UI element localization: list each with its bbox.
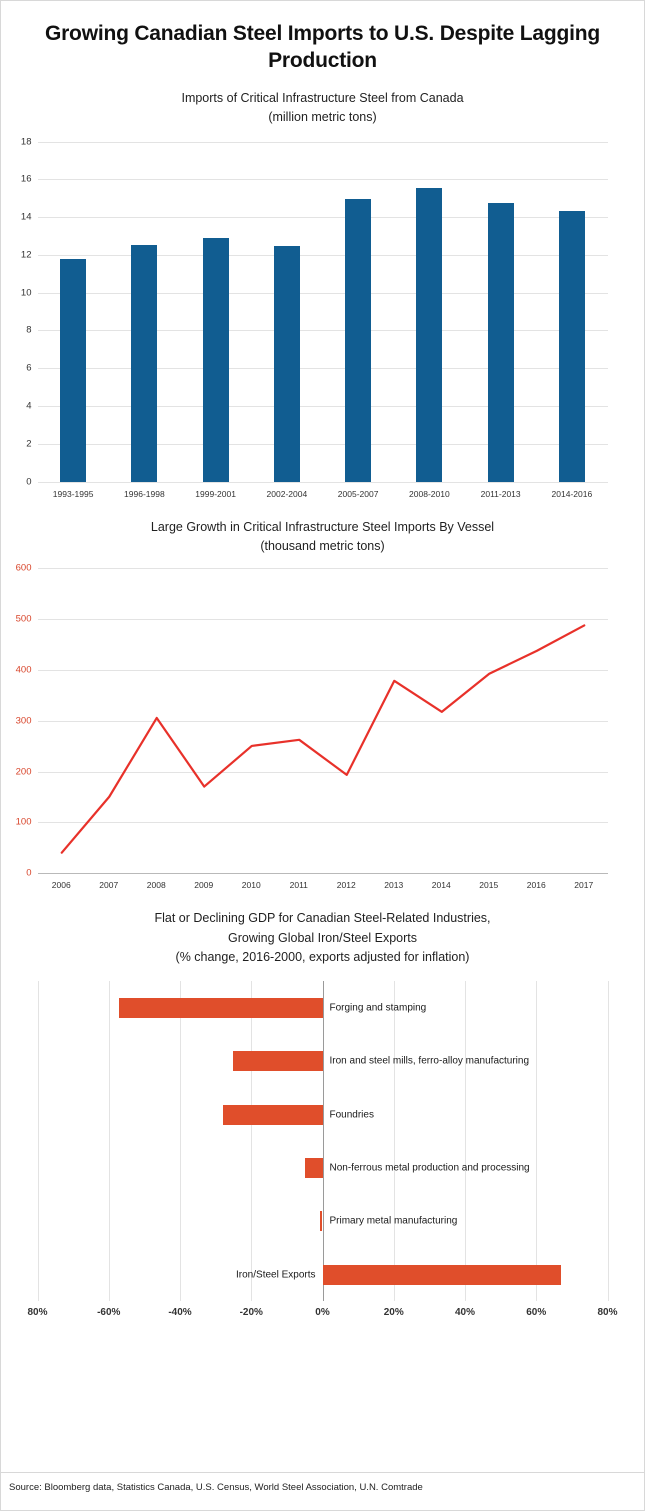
chart1-gridline: [26, 476, 608, 487]
chart2-x-tick-label: 2006: [51, 880, 71, 891]
chart3-bar-label: Primary metal manufacturing: [329, 1215, 458, 1227]
chart1-y-tick-label: 12: [20, 249, 32, 261]
chart1-y-tick-label: 18: [20, 136, 32, 147]
chart3-x-tick-label: 40%: [454, 1307, 476, 1319]
chart1-gridline: [26, 362, 608, 374]
chart1-title-block: [1, 89, 644, 128]
chart2-y-tick-label: 500: [15, 613, 32, 625]
chart1-x-tick-label: 2011-2013: [480, 488, 521, 499]
chart1-bar: [274, 246, 300, 481]
chart3-x-tick-label: 80%: [597, 1307, 618, 1319]
panel-vessel-line-chart: [1, 512, 644, 906]
chart2-x-tick-label: 2014: [431, 880, 451, 891]
chart3-gridline: [465, 981, 466, 1301]
chart2-x-tick-label: 2016: [526, 880, 546, 891]
chart1-y-tick-label: 8: [26, 324, 32, 336]
chart3-x-tick-label: 0%: [315, 1307, 330, 1319]
chart2-subtitle: (thousand metric tons): [260, 538, 385, 553]
chart3-title-block: [1, 909, 644, 967]
chart1-bar: [60, 259, 86, 482]
chart1-gridline: [20, 211, 608, 223]
chart1-bar: [203, 238, 229, 482]
chart1-y-tick-label: 14: [20, 211, 32, 223]
chart1-x-tick-label: 1993-1995: [52, 488, 94, 499]
chart3-x-tick-label: -60%: [97, 1307, 121, 1319]
chart1-bar: [131, 245, 157, 481]
chart1-x-tick-label: 2014-2016: [551, 488, 593, 499]
chart2-x-tick-label: 2010: [241, 880, 261, 891]
chart2-x-tick-label: 2012: [336, 880, 356, 891]
chart2-y-tick-label: 100: [15, 816, 32, 828]
chart1-gridline: [20, 249, 608, 261]
chart1-x-tick-label: 1996-1998: [124, 488, 165, 499]
page-title: Growing Canadian Steel Imports to U.S. Despite Lagging Production: [44, 22, 601, 72]
chart3-x-tick-label: 60%: [526, 1307, 547, 1319]
chart1-subtitle: (million metric tons): [268, 110, 377, 125]
chart3-title-line2: Growing Global Iron/Steel Exports: [228, 930, 417, 945]
chart3-gridline: [251, 981, 252, 1301]
chart3-bar-label: Iron and steel mills, ferro-alloy manufacturing: [329, 1055, 530, 1067]
chart2-y-tick-label: 300: [15, 715, 32, 727]
chart1-y-tick-label: 6: [26, 362, 32, 374]
chart2-x-tick-label: 2017: [574, 880, 594, 891]
chart2-x-axis: [38, 873, 608, 874]
chart1-bar: [416, 188, 442, 482]
chart2-title: Large Growth in Critical Infrastructure Steel Imports By Vessel: [150, 519, 495, 534]
chart1-gridline: [26, 400, 608, 412]
chart3-gridline: [394, 981, 395, 1301]
chart2-y-tick-label: 0: [26, 867, 32, 879]
chart3-bar-label: Iron/Steel Exports: [236, 1269, 316, 1281]
chart3-bar-label: Forging and stamping: [329, 1002, 427, 1014]
chart1-bar: [559, 211, 585, 481]
chart3-subtitle: (% change, 2016-2000, exports adjusted for inflation): [175, 950, 470, 964]
chart1-y-tick-label: 4: [26, 400, 32, 412]
chart1-gridline: [20, 173, 608, 185]
chart1-gridline: [26, 324, 608, 336]
chart2-title-block: [1, 518, 644, 557]
chart3-plot-area: [27, 981, 618, 1319]
chart3-bar: [233, 1051, 322, 1071]
chart1-x-tick-label: 2005-2007: [337, 488, 379, 499]
chart1-gridline: [26, 438, 608, 450]
chart1-x-tick-label: 1999-2001: [195, 488, 236, 499]
chart2-x-tick-label: 2007: [99, 880, 119, 891]
chart1-y-tick-label: 2: [26, 438, 32, 450]
chart2-x-tick-label: 2008: [146, 880, 166, 891]
chart2-y-tick-label: 200: [15, 766, 32, 778]
chart3-bar-label: Foundries: [329, 1109, 374, 1121]
chart1-gridline: [20, 136, 608, 147]
chart3-x-tick-label: 80%: [27, 1307, 48, 1319]
chart2-line-series: [38, 568, 608, 873]
chart1-bar: [345, 199, 371, 481]
chart2-x-tick-label: 2013: [384, 880, 404, 891]
chart3-gridline: [38, 981, 39, 1301]
chart3-gridline: [109, 981, 110, 1301]
chart3-gridline: [180, 981, 181, 1301]
chart2-plot-area: [15, 562, 608, 891]
source-note: Source: Bloomberg data, Statistics Canada, U.S. Census, World Steel Association, U.N. Comtrade: [1, 1472, 644, 1510]
chart3-zero-axis: [323, 981, 324, 1301]
chart2-x-tick-label: 2011: [289, 880, 308, 891]
chart1-bar: [488, 203, 514, 482]
chart3-gridline: [536, 981, 537, 1301]
chart3-title-line1: Flat or Declining GDP for Canadian Steel-Related Industries,: [154, 911, 491, 926]
chart3-x-tick-label: 20%: [383, 1307, 404, 1319]
chart2-x-tick-label: 2015: [479, 880, 499, 891]
chart1-y-tick-label: 10: [20, 287, 32, 299]
chart1-y-tick-label: 0: [26, 476, 32, 487]
chart3-x-tick-label: -40%: [168, 1307, 192, 1319]
chart1-x-tick-label: 2002-2004: [266, 488, 308, 499]
chart2-x-tick-label: 2009: [194, 880, 214, 891]
chart3-x-tick-label: -20%: [239, 1307, 263, 1319]
chart3-bar: [305, 1158, 323, 1178]
chart3-bar: [223, 1105, 323, 1125]
panel-imports-bar-chart: [1, 75, 644, 512]
chart2-y-tick-label: 600: [15, 562, 32, 574]
chart3-bar: [323, 1265, 562, 1285]
chart1-gridline: [20, 287, 608, 299]
chart1-x-tick-label: 2008-2010: [409, 488, 450, 499]
chart3-bar: [119, 998, 322, 1018]
chart3-gridline: [608, 981, 609, 1301]
chart1-y-tick-label: 16: [20, 173, 32, 185]
chart3-bar-label: Non-ferrous metal production and processing: [329, 1162, 530, 1174]
chart2-y-tick-label: 400: [15, 664, 32, 676]
chart1-title: Imports of Critical Infrastructure Steel from Canada: [181, 90, 464, 105]
chart1-plot-area: [20, 136, 608, 499]
panel-gdp-diverging-chart: [1, 905, 644, 1319]
